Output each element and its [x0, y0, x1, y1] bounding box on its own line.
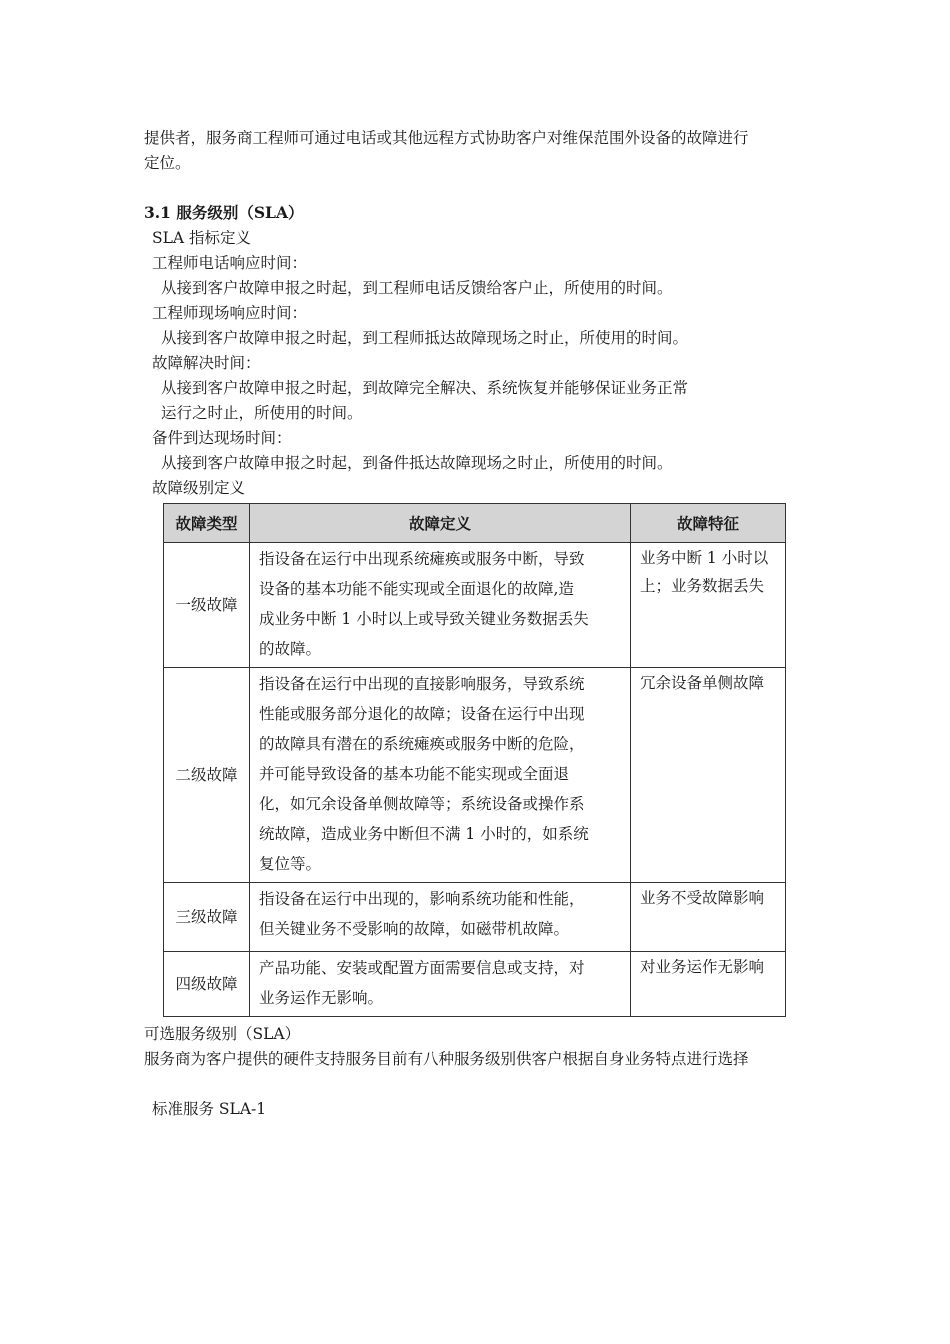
- fault-definition-title: 故障级别定义: [152, 479, 246, 497]
- optional-sla-title: 可选服务级别（SLA）: [144, 1025, 301, 1043]
- item-label-phone-response: 工程师电话响应时间：: [152, 254, 308, 272]
- fault-type-cell: 一级故障: [164, 543, 250, 668]
- fault-definition-cell: [250, 668, 631, 883]
- header-fault-definition: 故障定义: [250, 504, 631, 543]
- fault-type-cell: 四级故障: [164, 952, 250, 1017]
- definition-line: 化，如冗余设备单侧故障等；系统设备或操作系: [259, 795, 585, 813]
- table-row: [164, 952, 786, 1017]
- feature-line: 对业务运作无影响: [640, 958, 765, 976]
- fault-level-table: [163, 503, 786, 1017]
- feature-line: 冗余设备单侧故障: [640, 674, 765, 692]
- table-header-row: [164, 504, 786, 543]
- table-row: [164, 668, 786, 883]
- definition-line: 成业务中断 1 小时以上或导致关键业务数据丢失: [259, 610, 589, 628]
- header-fault-feature: 故障特征: [631, 504, 786, 543]
- fault-feature-cell: [631, 883, 786, 952]
- table-row: [164, 543, 786, 668]
- optional-sla-description: 服务商为客户提供的硬件支持服务目前有八种服务级别供客户根据自身业务特点进行选择: [144, 1050, 749, 1068]
- intro-line-1: 提供者，服务商工程师可通过电话或其他远程方式协助客户对维保范围外设备的故障进行: [144, 129, 749, 147]
- definition-line: 业务运作无影响。: [259, 989, 384, 1007]
- item-desc-onsite-response: 从接到客户故障申报之时起，到工程师抵达故障现场之时止，所使用的时间。: [161, 329, 689, 347]
- fault-type-cell: 二级故障: [164, 668, 250, 883]
- definition-line: 复位等。: [259, 855, 322, 873]
- item-desc-resolution-time-cont: 运行之时止，所使用的时间。: [161, 404, 363, 422]
- fault-definition-cell: [250, 883, 631, 952]
- fault-feature-cell: [631, 668, 786, 883]
- item-label-onsite-response: 工程师现场响应时间：: [152, 304, 308, 322]
- intro-line-2: 定位。: [144, 154, 191, 172]
- item-label-resolution-time: 故障解决时间：: [152, 354, 261, 372]
- definition-line: 性能或服务部分退化的故障；设备在运行中出现: [259, 705, 585, 723]
- definition-line: 产品功能、安装或配置方面需要信息或支持，对: [259, 959, 585, 977]
- definition-line: 并可能导致设备的基本功能不能实现或全面退: [259, 765, 570, 783]
- definition-line: 的故障。: [259, 640, 322, 658]
- fault-definition-cell: [250, 952, 631, 1017]
- sla-definition-title: SLA 指标定义: [152, 229, 252, 247]
- feature-line: 业务不受故障影响: [640, 889, 765, 907]
- fault-feature-cell: [631, 952, 786, 1017]
- feature-line: 业务中断 1 小时以: [640, 549, 769, 567]
- fault-definition-cell: [250, 543, 631, 668]
- item-desc-resolution-time: 从接到客户故障申报之时起，到故障完全解决、系统恢复并能够保证业务正常: [161, 379, 689, 397]
- definition-line: 但关键业务不受影响的故障，如磁带机故障。: [259, 920, 570, 938]
- definition-line: 指设备在运行中出现系统瘫痪或服务中断，导致: [259, 550, 585, 568]
- table-row: [164, 883, 786, 952]
- section-heading: 3.1 服务级别（SLA）: [144, 203, 304, 222]
- definition-line: 的故障具有潜在的系统瘫痪或服务中断的危险，: [259, 735, 585, 753]
- feature-line: 上；业务数据丢失: [640, 577, 765, 595]
- item-label-parts-arrival: 备件到达现场时间：: [152, 429, 292, 447]
- definition-line: 指设备在运行中出现的直接影响服务，导致系统: [259, 675, 585, 693]
- fault-feature-cell: [631, 543, 786, 668]
- item-desc-parts-arrival: 从接到客户故障申报之时起，到备件抵达故障现场之时止，所使用的时间。: [161, 454, 673, 472]
- standard-service-title: 标准服务 SLA-1: [152, 1100, 267, 1118]
- definition-line: 统故障，造成业务中断但不满 1 小时的，如系统: [259, 825, 589, 843]
- item-desc-phone-response: 从接到客户故障申报之时起，到工程师电话反馈给客户止，所使用的时间。: [161, 279, 673, 297]
- definition-line: 指设备在运行中出现的，影响系统功能和性能，: [259, 890, 585, 908]
- header-fault-type: 故障类型: [164, 504, 250, 543]
- fault-type-cell: 三级故障: [164, 883, 250, 952]
- definition-line: 设备的基本功能不能实现或全面退化的故障,造: [259, 580, 574, 598]
